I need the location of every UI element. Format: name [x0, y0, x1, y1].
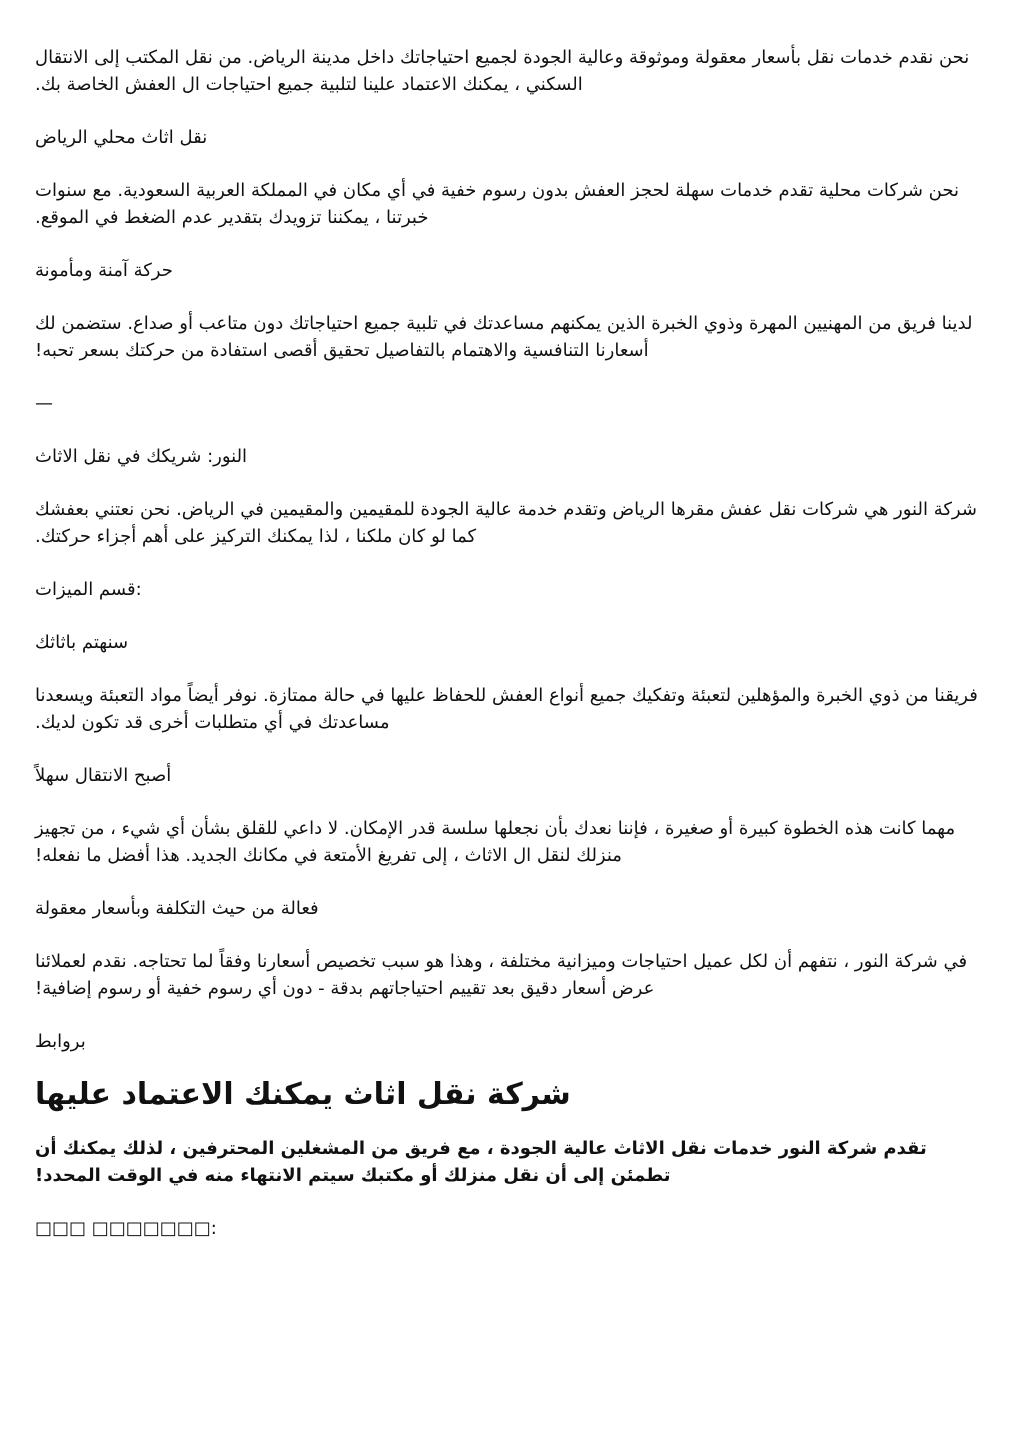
local-moving-paragraph: نحن شركات محلية تقدم خدمات سهلة لحجز العفش بدون رسوم خفية في أي مكان في المملكة العربية السعودية. مع سنوات خبرتنا ، يمكننا تزويدك بتقدير عدم الضغط في الموقع.	[35, 180, 960, 228]
bold-summary-paragraph: تقدم شركة النور خدمات نقل الاثاث عالية الجودة ، مع فريق من المشغلين المحترفين ، لذلك يمكنك أن تطمئن إلى أن نقل منزلك أو مكتبك سيتم الانتهاء منه في الوقت المحدد!	[35, 1138, 927, 1186]
section-heading-care: سنهتم باثاثك	[35, 632, 129, 653]
broken-glyph-line: □□□ □□□□□□□:	[35, 1218, 217, 1239]
easy-move-paragraph: مهما كانت هذه الخطوة كبيرة أو صغيرة ، فإننا نعدك بأن نجعلها سلسة قدر الإمكان. لا داعي للقلق بشأن أي شيء ، من تجهيز منزلك لنقل ال الاثاث ، إلى تفريغ الأمتعة في مكانك الجديد. هذا أفضل ما نفعله!	[35, 818, 956, 866]
care-paragraph: فريقنا من ذوي الخبرة والمؤهلين لتعبئة وتفكيك جميع أنواع العفش للحفاظ عليها في حالة ممتازة. نوفر أيضاً مواد التعبئة ويسعدنا مساعدتك في أي متطلبات أخرى قد تكون لديك.	[35, 685, 978, 733]
section-heading-features: قسم الميزات:	[35, 579, 142, 600]
partner-paragraph: شركة النور هي شركات نقل عفش مقرها الرياض وتقدم خدمة عالية الجودة للمقيمين والمقيمين في الرياض. نحن نعتني بعفشك كما لو كان ملكنا ، لذا يمكنك التركيز على أهم أجزاء حركتك.	[35, 499, 977, 547]
document-body	[35, 44, 988, 1242]
page-title: شركة نقل اثاث يمكنك الاعتماد عليها	[35, 1077, 571, 1112]
section-heading-partner: النور: شريكك في نقل الاثاث	[35, 446, 248, 467]
divider-dash: —	[35, 393, 53, 414]
safe-move-paragraph: لدينا فريق من المهنيين المهرة وذوي الخبرة الذين يمكنهم مساعدتك في تلبية جميع احتياجاتك دون متاعب أو صداع. ستضمن لك أسعارنا التنافسية والاهتمام بالتفاصيل تحقيق أقصى استفادة من حركتك بسعر تحبه!	[35, 313, 973, 361]
cost-effective-paragraph: في شركة النور ، نتفهم أن لكل عميل احتياجات وميزانية مختلفة ، وهذا هو سبب تخصيص أسعارنا وفقاً لما تحتاجه. نقدم لعملائنا عرض أسعار دقيق بعد تقييم احتياجاتهم بدقة - دون أي رسوم خفية أو رسوم إضافية!	[35, 951, 968, 999]
section-heading-cost-effective: فعالة من حيث التكلفة وبأسعار معقولة	[35, 898, 319, 919]
links-label: بروابط	[35, 1031, 86, 1052]
section-heading-local-moving: نقل اثاث محلي الرياض	[35, 127, 208, 148]
section-heading-easy-move: أصبح الانتقال سهلاً	[35, 765, 172, 786]
intro-paragraph: نحن نقدم خدمات نقل بأسعار معقولة وموثوقة وعالية الجودة لجميع احتياجاتك داخل مدينة الرياض. من نقل المكتب إلى الانتقال السكني ، يمكنك الاعتماد علينا لتلبية جميع احتياجات ال العفش الخاصة بك.	[35, 47, 970, 95]
section-heading-safe-move: حركة آمنة ومأمونة	[35, 260, 173, 281]
